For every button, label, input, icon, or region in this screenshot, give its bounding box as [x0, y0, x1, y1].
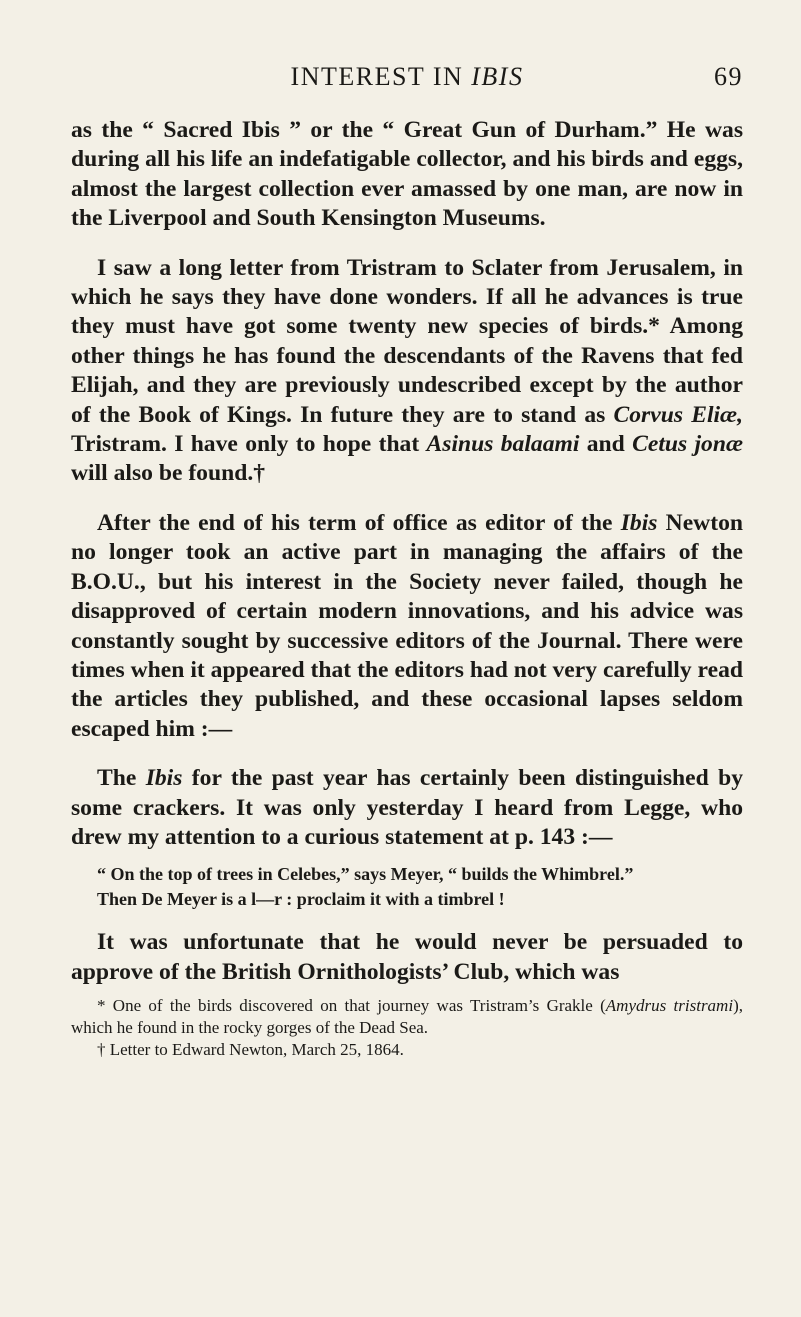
- verse-quote: [97, 862, 743, 912]
- footnotes: [71, 995, 743, 1061]
- verse-line-1: “ On the top of trees in Celebes,” says Meyer, “ builds the Whimbrel.”: [97, 864, 634, 885]
- page-body: [71, 116, 743, 1061]
- paragraph-5: It was unfortunate that he would never be persuaded to approve of the British Ornithologists’ Club, which was: [71, 929, 743, 985]
- paragraph-3: After the end of his term of office as editor of the Ibis Newton no longer took an active part in managing the affairs of the B.O.U., but his interest in the Society never failed, though he disapproved of certain modern innovations, and his advice was constantly sought by successive editors of the Journal. There were times when it appeared that the editors had not very carefully read the articles they published, and these occasional lapses seldom escaped him :—: [71, 509, 743, 742]
- running-title: INTEREST IN IBIS: [290, 62, 524, 91]
- paragraph-4-quoted-letter: The Ibis for the past year has certainly been distinguished by some crackers. It was only yesterday I heard from Legge, who drew my attention to a curious statement at p. 143 :—: [71, 765, 743, 850]
- footnote-1: * One of the birds discovered on that journey was Tristram’s Grakle (Amydrus tristrami), which he found in the rocky gorges of the Dead Sea.: [71, 996, 743, 1038]
- footnote-2: † Letter to Edward Newton, March 25, 1864.: [97, 1040, 404, 1060]
- verse-line-2: Then De Meyer is a l—r : proclaim it with a timbrel !: [97, 889, 505, 910]
- paragraph-2: I saw a long letter from Tristram to Sclater from Jerusalem, in which he says they have done wonders. If all he advances is true they must have got some twenty new species of birds.* Among other things he has found the descendants of the Ravens that fed Elijah, and they are previously undescribed except by the author of the Book of Kings. In future they are to stand as Corvus Eliæ, Tristram. I have only to hope that Asinus balaami and Cetus jonæ will also be found.†: [71, 254, 744, 487]
- running-header: [71, 62, 743, 96]
- paragraph-1: as the “ Sacred Ibis ” or the “ Great Gun of Durham.” He was during all his life an indefatigable collector, and his birds and eggs, almost the largest collection ever amassed by one man, are now in the Liverpool and South Kensington Museums.: [71, 117, 743, 232]
- page-number: 69: [714, 62, 743, 91]
